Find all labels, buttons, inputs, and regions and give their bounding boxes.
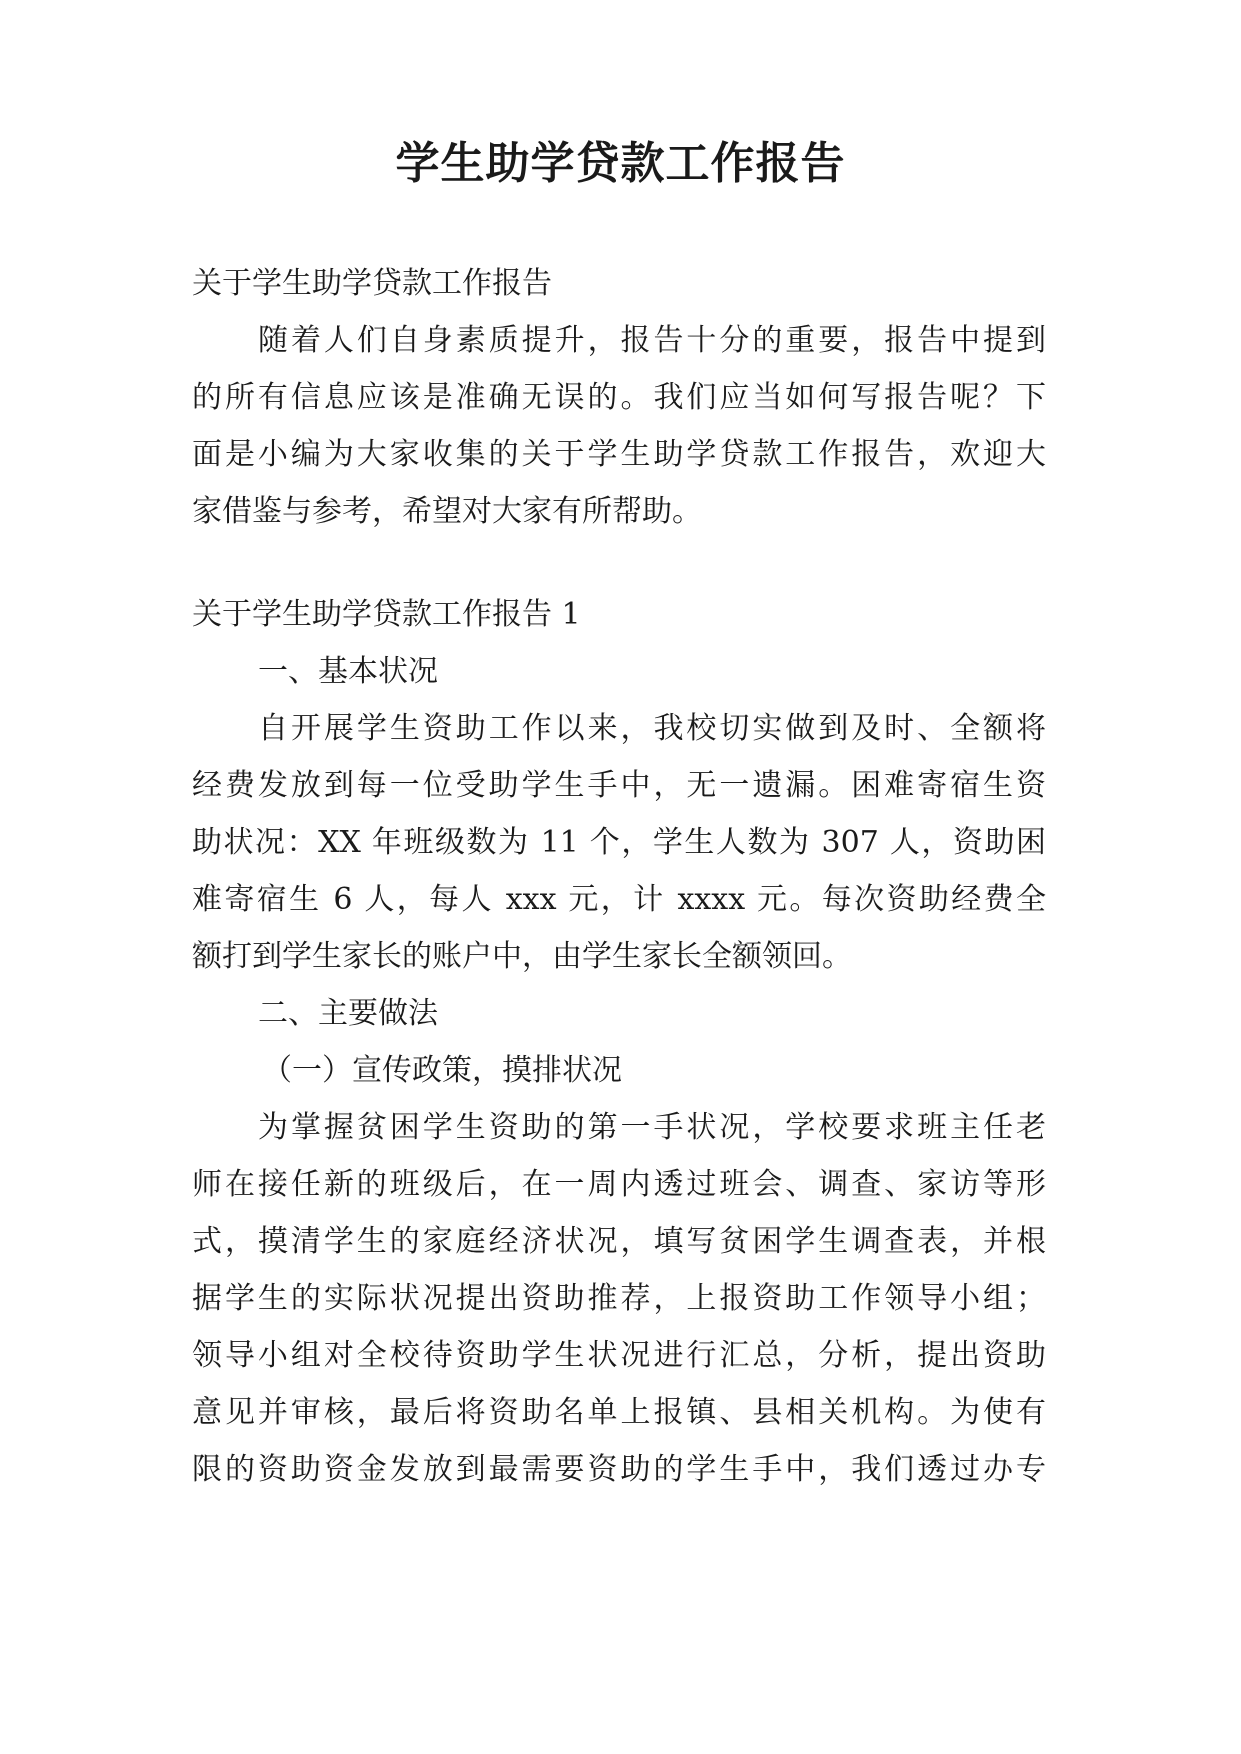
part2-line: 式，摸清学生的家庭经济状况，填写贫困学生调查表，并根: [192, 1224, 1046, 1259]
document-title: 学生助学贷款工作报告: [395, 138, 846, 189]
intro-line: 随着人们自身素质提升，报告十分的重要，报告中提到: [258, 323, 1046, 358]
part2-line: 师在接任新的班级后，在一周内透过班会、调查、家访等形: [192, 1167, 1046, 1202]
part1-heading: 一、基本状况: [258, 654, 438, 689]
part1-line: 经费发放到每一位受助学生手中，无一遗漏。困难寄宿生资: [192, 768, 1046, 803]
part1-line: 难寄宿生 6 人，每人 xxx 元，计 xxxx 元。每次资助经费全: [192, 882, 1046, 917]
part2-line: 为掌握贫困学生资助的第一手状况，学校要求班主任老: [258, 1110, 1046, 1145]
part2-heading: 二、主要做法: [258, 996, 438, 1031]
intro-line: 面是小编为大家收集的关于学生助学贷款工作报告，欢迎大: [192, 437, 1046, 472]
intro-heading: 关于学生助学贷款工作报告: [192, 266, 552, 301]
intro-line: 的所有信息应该是准确无误的。我们应当如何写报告呢？下: [192, 380, 1046, 415]
part2-line: 据学生的实际状况提出资助推荐，上报资助工作领导小组；: [192, 1281, 1046, 1316]
part2-sub-heading: （一）宣传政策，摸排状况: [262, 1053, 622, 1088]
part2-line: 限的资助资金发放到最需要资助的学生手中，我们透过办专: [192, 1452, 1046, 1487]
intro-line: 家借鉴与参考，希望对大家有所帮助。: [192, 494, 702, 529]
part2-line: 领导小组对全校待资助学生状况进行汇总，分析，提出资助: [192, 1338, 1046, 1373]
part1-line: 助状况：XX 年班级数为 11 个，学生人数为 307 人，资助困: [192, 825, 1046, 860]
part1-line: 额打到学生家长的账户中，由学生家长全额领回。: [192, 939, 852, 974]
part2-line: 意见并审核，最后将资助名单上报镇、县相关机构。为使有: [192, 1395, 1046, 1430]
section-heading: 关于学生助学贷款工作报告 1: [192, 597, 581, 632]
part1-line: 自开展学生资助工作以来，我校切实做到及时、全额将: [258, 711, 1046, 746]
